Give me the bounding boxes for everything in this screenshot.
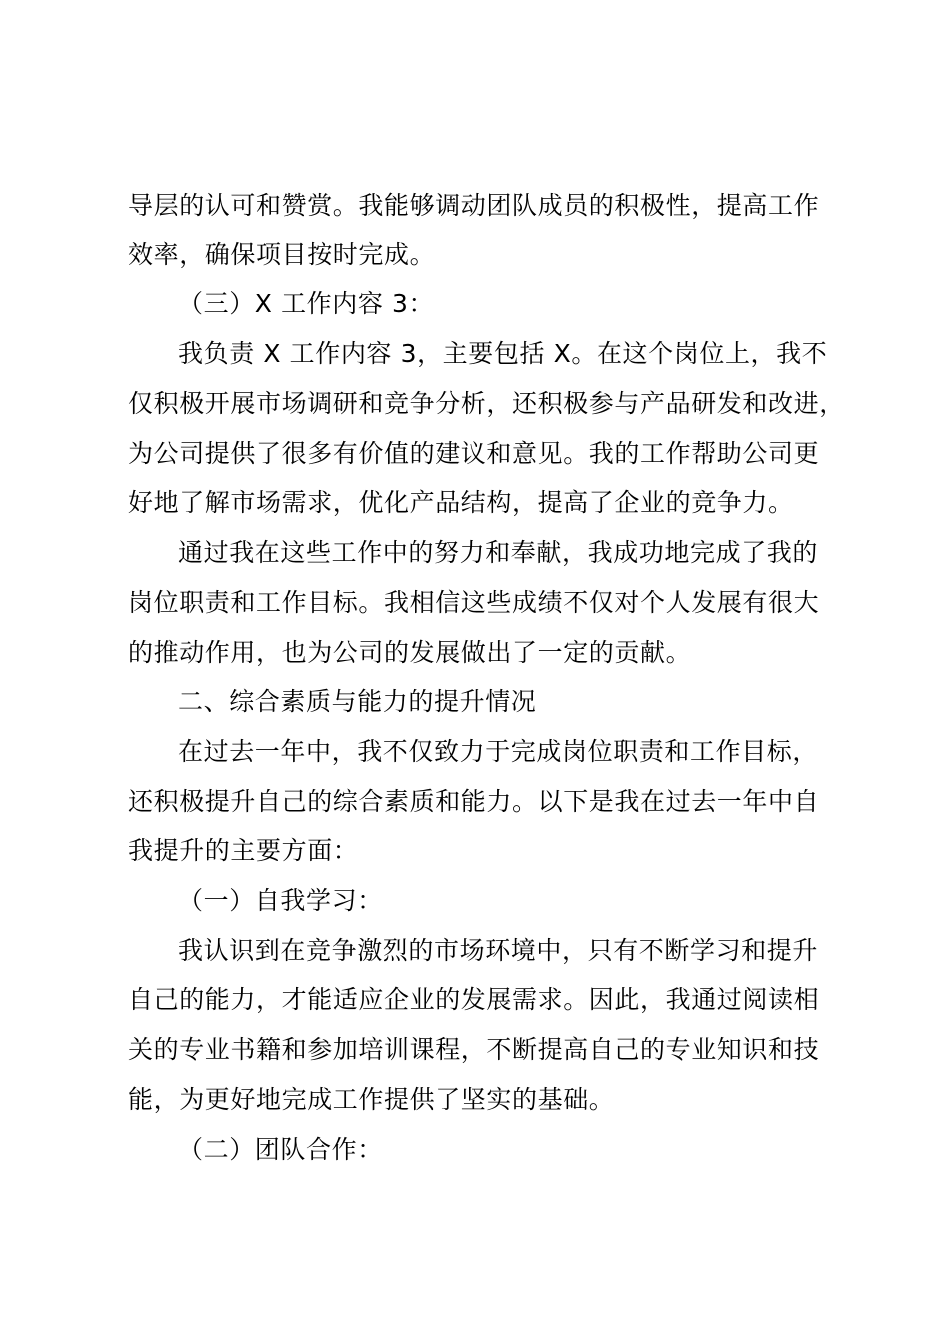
text-line: 在过去一年中，我不仅致力于完成岗位职责和工作目标， — [178, 737, 819, 766]
text-line: 岗位职责和工作目标。我相信这些成绩不仅对个人发展有很大 — [128, 588, 820, 617]
text-line: 还积极提升自己的综合素质和能力。以下是我在过去一年中自 — [128, 787, 820, 816]
text-line: 我提升的主要方面： — [128, 836, 359, 865]
text-line: 我负责 X 工作内容 3，主要包括 X。在这个岗位上，我不 — [178, 339, 828, 368]
section-heading: （一）自我学习： — [178, 886, 383, 915]
text-line: 自己的能力，才能适应企业的发展需求。因此，我通过阅读相 — [128, 985, 820, 1014]
text-line: 仅积极开展市场调研和竞争分析，还积极参与产品研发和改进， — [128, 389, 845, 418]
text-line: 关的专业书籍和参加培训课程，不断提高自己的专业知识和技 — [128, 1035, 820, 1064]
text-line: 我认识到在竞争激烈的市场环境中，只有不断学习和提升 — [178, 936, 819, 965]
text-line: 为公司提供了很多有价值的建议和意见。我的工作帮助公司更 — [128, 439, 820, 468]
text-line: 导层的认可和赞赏。我能够调动团队成员的积极性，提高工作 — [128, 191, 820, 220]
section-heading: （二）团队合作： — [178, 1135, 383, 1164]
section-heading: （三）X 工作内容 3： — [178, 289, 435, 318]
text-line: 的推动作用，也为公司的发展做出了一定的贡献。 — [128, 638, 692, 667]
text-line: 能，为更好地完成工作提供了坚实的基础。 — [128, 1085, 615, 1114]
text-line: 通过我在这些工作中的努力和奉献，我成功地完成了我的 — [178, 538, 819, 567]
section-heading: 二、综合素质与能力的提升情况 — [178, 687, 537, 716]
text-line: 好地了解市场需求，优化产品结构，提高了企业的竞争力。 — [128, 488, 794, 517]
text-line: 效率，确保项目按时完成。 — [128, 240, 436, 269]
